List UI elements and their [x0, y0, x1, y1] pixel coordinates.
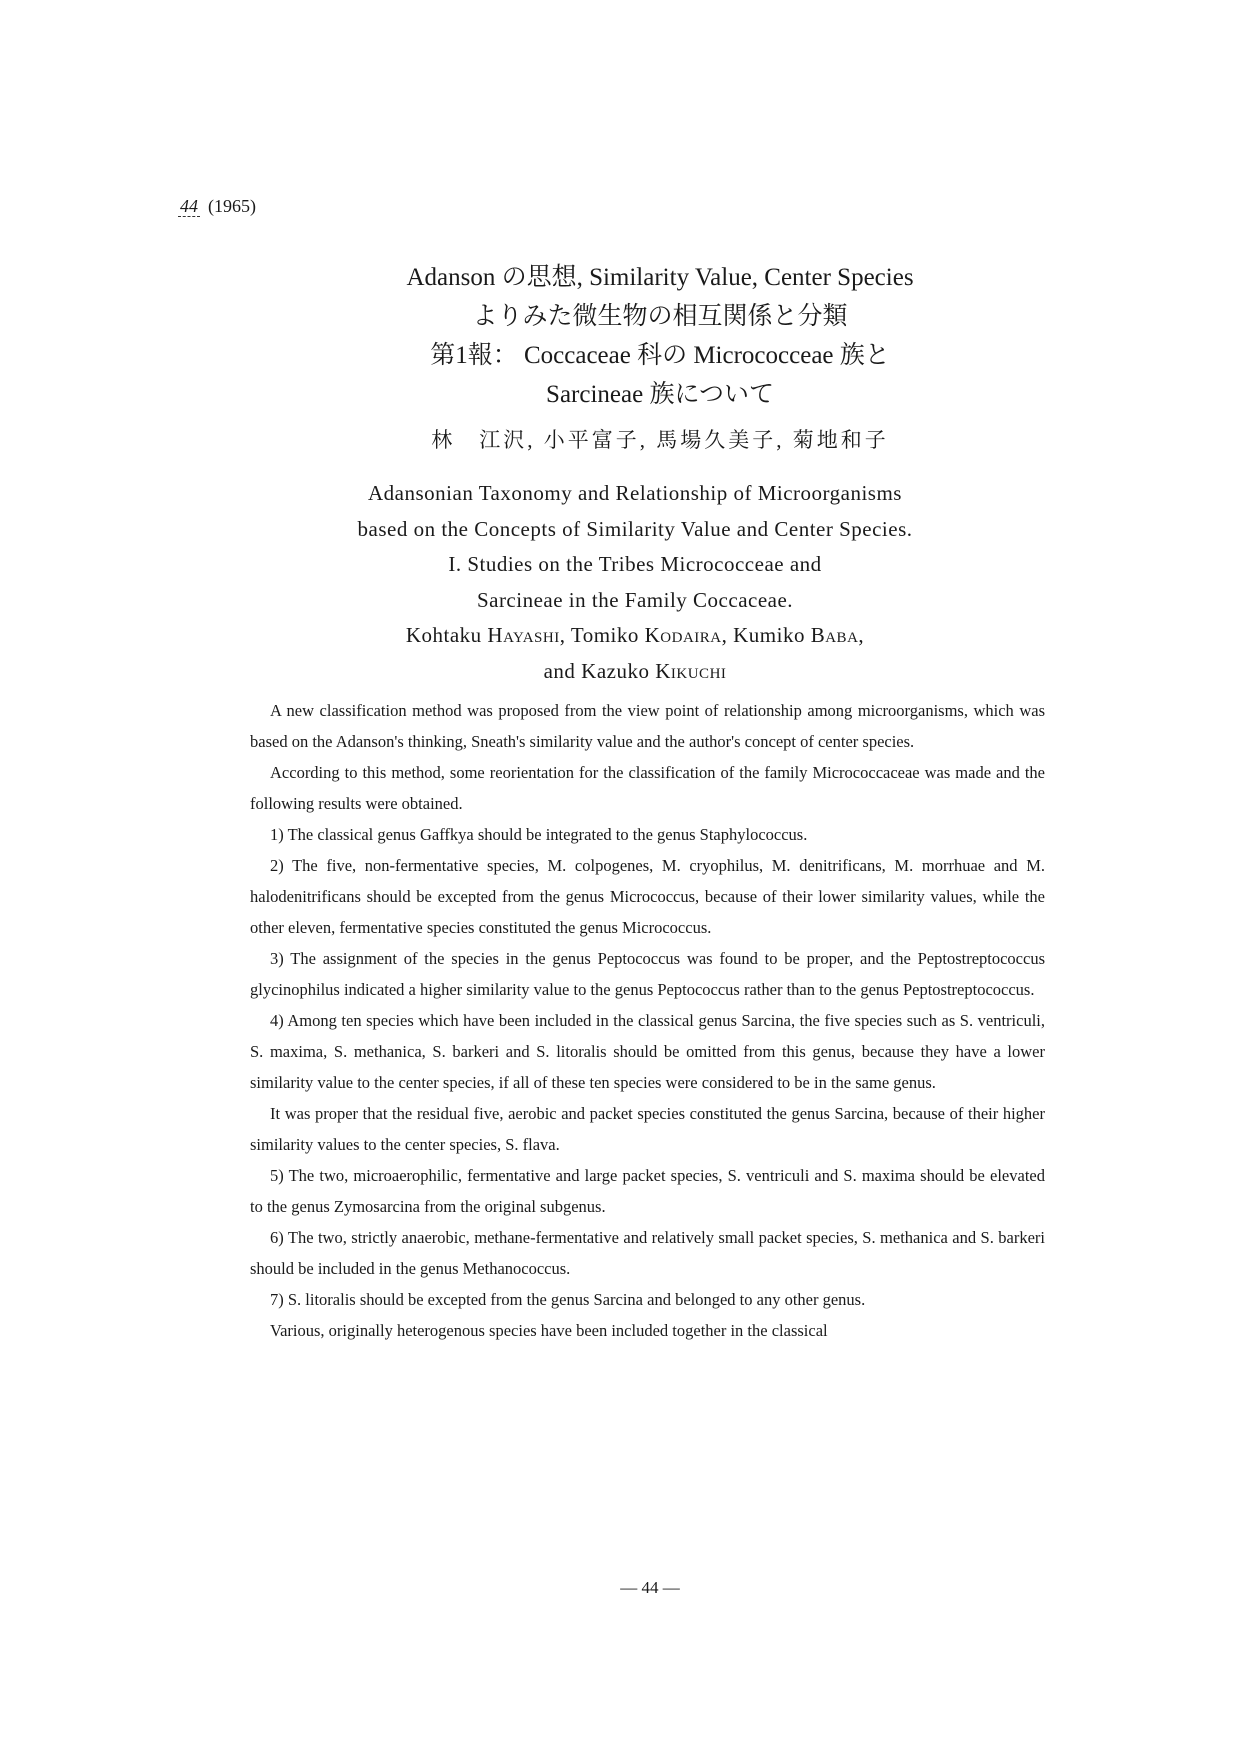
- separator: ,: [858, 623, 865, 647]
- japanese-authors: 林 江沢, 小平富子, 馬場久美子, 菊地和子: [431, 428, 889, 452]
- author-surname: Baba: [810, 623, 859, 647]
- paragraph: A new classification method was proposed from the view point of relationship among microorganisms, which was based on the Adanson's thinking, Sneath's similarity value and the author's concept of center species.: [250, 701, 1045, 751]
- japanese-title-line: よりみた微生物の相互関係と分類: [472, 303, 848, 330]
- english-title-line: Sarcineae in the Family Coccaceae.: [476, 587, 794, 612]
- page-footer-number: — 44 —: [620, 1578, 680, 1597]
- japanese-title-line: Adanson の思想, Similarity Value, Center Species: [406, 264, 914, 291]
- year: (1965): [208, 196, 256, 216]
- running-header: [178, 196, 256, 217]
- japanese-title-line: Sarcineae 族について: [546, 381, 774, 408]
- paragraph: Various, originally heterogenous species have been included together in the classical: [270, 1321, 828, 1340]
- paragraph: 6) The two, strictly anaerobic, methane-fermentative and relatively small packet species, S. methanica and S. barkeri should be included in the genus Methanococcus.: [250, 1228, 1045, 1278]
- abstract-body: [250, 695, 1045, 1346]
- paragraph: It was proper that the residual five, aerobic and packet species constituted the genus Sarcina, because of their higher similarity values to the center species, S. flava.: [250, 1104, 1045, 1154]
- paragraph: According to this method, some reorientation for the classification of the family Micrococcaceae was made and the following results were obtained.: [250, 763, 1045, 813]
- paragraph: 7) S. litoralis should be excepted from the genus Sarcina and belonged to any other genus.: [270, 1290, 866, 1309]
- english-authors-line: [30, 654, 1240, 690]
- paragraph: 1) The classical genus Gaffkya should be integrated to the genus Staphylococcus.: [270, 825, 808, 844]
- author-surname: Kikuchi: [655, 658, 727, 683]
- english-title-line: Adansonian Taxonomy and Relationship of Microorganisms: [368, 481, 902, 505]
- paragraph: 3) The assignment of the species in the genus Peptococcus was found to be proper, and the Peptostreptococcus glycinophilus indicated a higher similarity value to the genus Peptococcus rather than to the genus Peptostreptococcus.: [250, 949, 1045, 999]
- paragraph: 4) Among ten species which have been included in the classical genus Sarcina, the five species such as S. ventriculi, S. maxima, S. methanica, S. barkeri and S. litoralis should be omitted from this genus, because they have a lower similarity value to the center species, if all of these ten species were considered to be in the same genus.: [250, 1011, 1045, 1092]
- japanese-title-line: 第1報： Coccaceae 科の Micrococceae 族と: [430, 342, 890, 369]
- author-surname: Hayashi: [487, 623, 560, 647]
- japanese-title: [0, 258, 1240, 414]
- english-title-line: I. Studies on the Tribes Micrococceae and: [448, 552, 822, 576]
- author-given: Kohtaku: [405, 623, 488, 647]
- journal-page-number: 44: [180, 196, 198, 216]
- paragraph: 2) The five, non-fermentative species, M. colpogenes, M. cryophilus, M. denitrificans, M. morrhuae and M. halodenitrificans should be excepted from the genus Micrococcus, because of their lower similarity values, while the other eleven, fermentative species constituted the genus Micrococcus.: [250, 856, 1045, 937]
- paragraph: 5) The two, microaerophilic, fermentative and large packet species, S. ventriculi and S. maxima should be elevated to the genus Zymosarcina from the original subgenus.: [250, 1166, 1045, 1216]
- author-given: and Kazuko: [543, 658, 656, 683]
- author-given: , Tomiko: [559, 623, 645, 647]
- author-given: , Kumiko: [721, 623, 811, 647]
- english-authors-line: [30, 618, 1240, 654]
- english-title: [0, 476, 1240, 689]
- english-title-line: based on the Concepts of Similarity Value and Center Species.: [357, 516, 913, 541]
- author-surname: Kodaira: [644, 623, 722, 647]
